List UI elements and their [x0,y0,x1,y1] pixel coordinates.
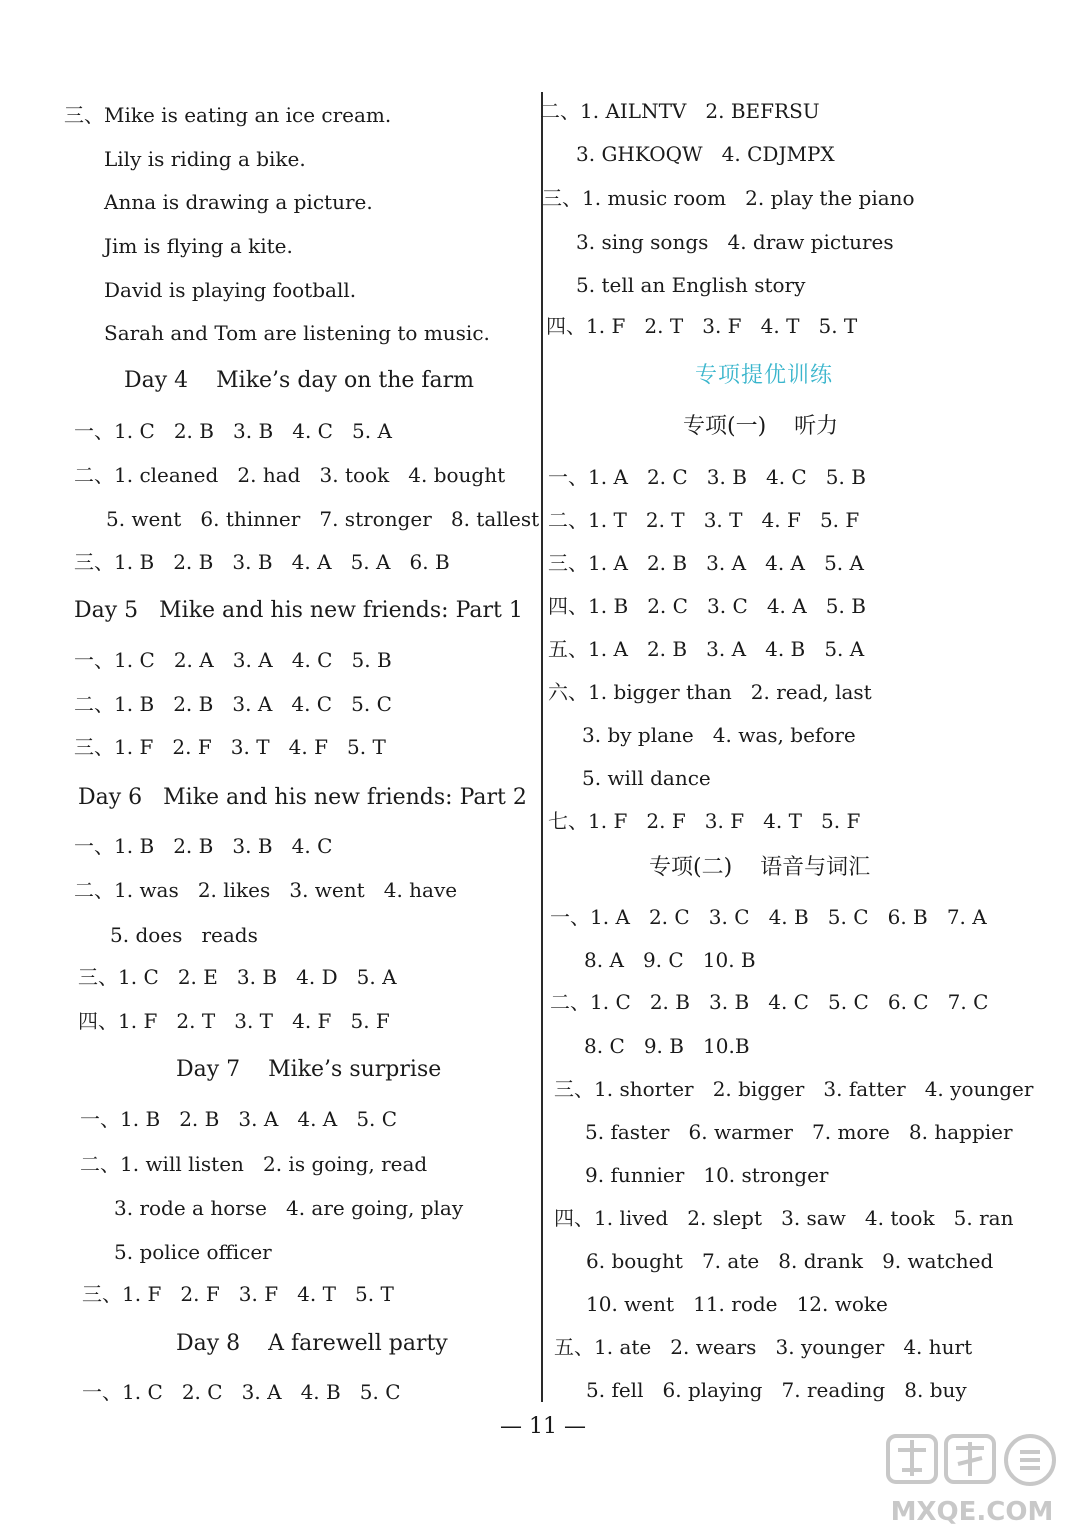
answer-line: 四、1. lived 2. slept 3. saw 4. took 5. ran [554,1206,1014,1230]
answer-line: 5. fell 6. playing 7. reading 8. buy [586,1378,967,1402]
answer-line: Anna is drawing a picture. [104,190,373,214]
section-heading: Day 5 Mike and his new friends: Part 1 [74,598,523,623]
answer-line: Jim is flying a kite. [104,234,293,258]
answer-line: 5. went 6. thinner 7. stronger 8. tallest [106,507,540,531]
answer-line: 五、1. A 2. B 3. A 4. B 5. A [548,637,865,661]
answer-line: 3. rode a horse 4. are going, play [114,1196,464,1220]
section-heading: 专项(一) 听力 [683,414,839,439]
answer-line: 一、1. B 2. B 3. A 4. A 5. C [80,1107,398,1131]
answer-line: 6. bought 7. ate 8. drank 9. watched [586,1249,994,1273]
answer-line: 3. GHKOQW 4. CDJMPX [576,142,835,166]
answer-line: 3. sing songs 4. draw pictures [576,230,894,254]
answer-line: 三、1. A 2. B 3. A 4. A 5. A [548,551,864,575]
answer-line: 七、1. F 2. F 3. F 4. T 5. F [548,809,861,833]
answer-line: 三、1. F 2. F 3. T 4. F 5. T [74,735,386,759]
section-heading: Day 4 Mike’s day on the farm [124,368,475,393]
answer-line: David is playing football. [104,278,357,302]
answer-line: 二、1. AILNTV 2. BEFRSU [540,99,820,123]
answer-line: Lily is riding a bike. [104,147,306,171]
answer-line: 三、1. shorter 2. bigger 3. fatter 4. younger [554,1077,1034,1101]
answer-line: 四、1. F 2. T 3. T 4. F 5. F [78,1009,390,1033]
answer-line: 8. A 9. C 10. B [584,948,756,972]
answer-line: 一、1. C 2. C 3. A 4. B 5. C [82,1380,401,1404]
section-heading: Day 8 A farewell party [176,1331,448,1356]
section-heading: 专项(二) 语音与词汇 [649,855,871,880]
answer-line: 5. faster 6. warmer 7. more 8. happier [585,1120,1013,1144]
answer-line: 一、1. A 2. C 3. C 4. B 5. C 6. B 7. A [550,905,987,929]
answer-line: 一、1. B 2. B 3. B 4. C [74,834,333,858]
answer-line: 三、1. C 2. E 3. B 4. D 5. A [78,965,397,989]
answer-line: 3. by plane 4. was, before [582,723,856,747]
watermark-logo [880,1430,1065,1530]
section-heading: Day 7 Mike’s surprise [176,1057,442,1082]
svg-text:MXQE.COM: MXQE.COM [890,1497,1054,1527]
answer-line: 5. tell an English story [576,273,806,297]
answer-line: 5. police officer [114,1240,272,1264]
answer-line: 5. does reads [110,923,258,947]
page-number: — 11 — [500,1414,586,1439]
answer-line: 四、1. F 2. T 3. F 4. T 5. T [546,314,858,338]
answer-line: 二、1. cleaned 2. had 3. took 4. bought [74,463,506,487]
answer-line: 六、1. bigger than 2. read, last [548,680,872,704]
special-training-title: 专项提优训练 [695,363,834,388]
answer-line: 二、1. C 2. B 3. B 4. C 5. C 6. C 7. C [550,990,989,1014]
answer-line: 三、Mike is eating an ice cream. [64,103,392,127]
answer-line: 三、1. B 2. B 3. B 4. A 5. A 6. B [74,550,450,574]
answer-line: 二、1. was 2. likes 3. went 4. have [74,878,458,902]
column-divider [541,92,543,1402]
answer-line: 一、1. C 2. A 3. A 4. C 5. B [74,648,392,672]
answer-line: 二、1. B 2. B 3. A 4. C 5. C [74,692,392,716]
answer-line: Sarah and Tom are listening to music. [104,321,490,345]
section-heading: Day 6 Mike and his new friends: Part 2 [78,785,527,810]
answer-line: 一、1. C 2. B 3. B 4. C 5. A [74,419,392,443]
answer-line: 二、1. T 2. T 3. T 4. F 5. F [548,508,860,532]
answer-line: 五、1. ate 2. wears 3. younger 4. hurt [554,1335,973,1359]
answer-line: 四、1. B 2. C 3. C 4. A 5. B [548,594,866,618]
answer-line: 9. funnier 10. stronger [585,1163,829,1187]
answer-line: 8. C 9. B 10.B [584,1034,750,1058]
answer-line: 二、1. will listen 2. is going, read [80,1152,428,1176]
answer-line: 三、1. F 2. F 3. F 4. T 5. T [82,1282,394,1306]
answer-line: 一、1. A 2. C 3. B 4. C 5. B [548,465,866,489]
answer-line: 三、1. music room 2. play the piano [542,186,915,210]
answer-line: 5. will dance [582,766,711,790]
answer-line: 10. went 11. rode 12. woke [586,1292,888,1316]
